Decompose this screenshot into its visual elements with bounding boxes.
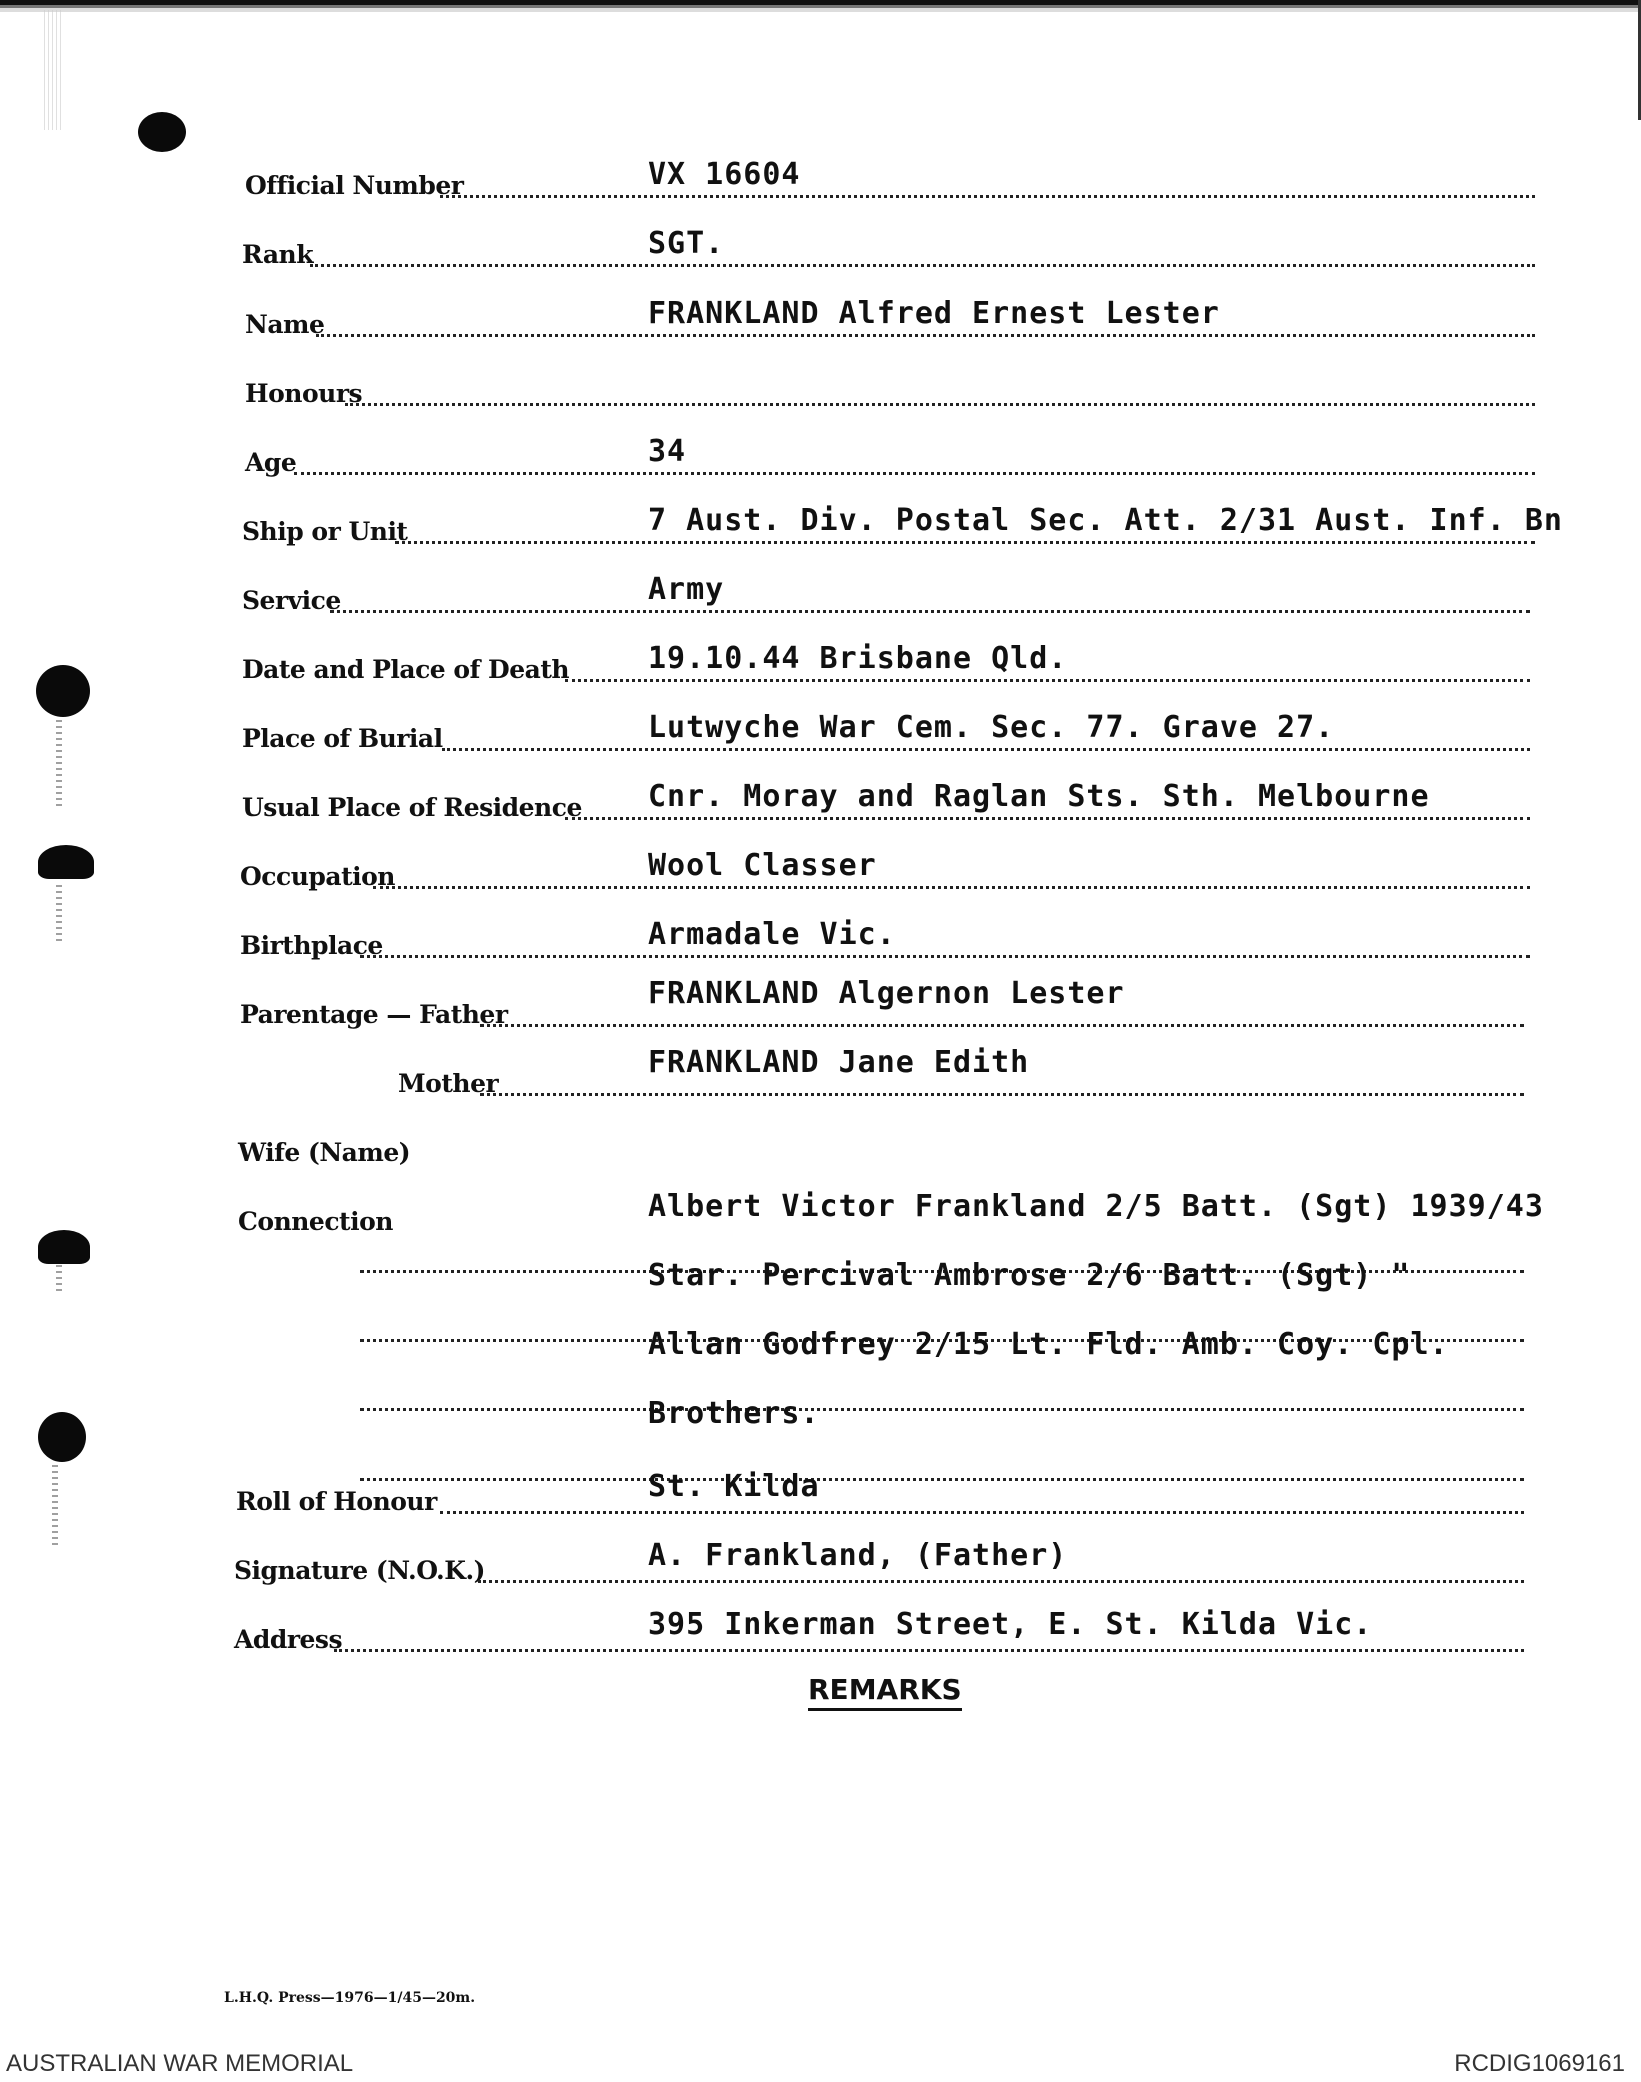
field-official-number — [0, 157, 1641, 204]
field-occupation — [0, 848, 1641, 895]
field-roll-of-honour — [0, 1469, 1641, 1520]
field-value: Albert Victor Frankland 2/5 Batt. (Sgt) 1939/43 — [648, 1189, 1544, 1224]
remarks-heading: REMARKS — [808, 1673, 962, 1711]
field-honours — [0, 379, 1641, 412]
dotted-rule — [360, 1408, 1524, 1411]
dotted-rule — [360, 1478, 1524, 1481]
field-label: Parentage — Father — [240, 1000, 508, 1029]
field-label: Ship or Unit — [242, 517, 408, 546]
field-label: Usual Place of Residence — [242, 793, 582, 822]
scan-edge-left — [44, 10, 62, 130]
field-label: Mother — [398, 1069, 499, 1098]
dotted-rule — [395, 541, 1535, 544]
footer-record-id: RCDIG1069161 — [1454, 2050, 1625, 2077]
dotted-rule — [345, 403, 1535, 406]
dotted-rule — [480, 1093, 1524, 1096]
field-value: Cnr. Moray and Raglan Sts. Sth. Melbourne — [648, 779, 1430, 814]
printer-mark: L.H.Q. Press—1976—1/45—20m. — [224, 1990, 476, 2006]
dotted-rule — [334, 1649, 1524, 1652]
dotted-rule — [310, 264, 1535, 267]
field-label: Date and Place of Death — [242, 655, 570, 684]
scan-edge-top — [0, 0, 1641, 16]
field-label: Signature (N.O.K.) — [234, 1556, 485, 1585]
field-value: St. Kilda — [648, 1469, 820, 1504]
field-value: 19.10.44 Brisbane Qld. — [648, 641, 1068, 676]
field-label: Service — [242, 586, 341, 615]
field-label: Rank — [242, 240, 314, 269]
field-value: Lutwyche War Cem. Sec. 77. Grave 27. — [648, 710, 1335, 745]
field-value: A. Frankland, (Father) — [648, 1538, 1068, 1573]
footer-institution: AUSTRALIAN WAR MEMORIAL — [6, 2050, 354, 2077]
field-value: Star. Percival Ambrose 2/6 Batt. (Sgt) " — [648, 1258, 1411, 1293]
dotted-rule — [330, 610, 1530, 613]
field-birthplace — [0, 917, 1641, 964]
field-value: 395 Inkerman Street, E. St. Kilda Vic. — [648, 1607, 1373, 1642]
field-age — [0, 434, 1641, 481]
field-value: Wool Classer — [648, 848, 877, 883]
field-value: VX 16604 — [648, 157, 801, 192]
field-date-place-of-death — [0, 641, 1641, 688]
field-label: Age — [245, 448, 297, 477]
field-value: 7 Aust. Div. Postal Sec. Att. 2/31 Aust. Inf. Bn — [648, 503, 1563, 538]
field-value: FRANKLAND Alfred Ernest Lester — [648, 296, 1220, 331]
field-label: Birthplace — [240, 931, 383, 960]
field-address — [0, 1607, 1641, 1658]
field-label: Official Number — [245, 171, 464, 200]
field-label: Address — [234, 1625, 343, 1654]
field-value: 34 — [648, 434, 687, 469]
dotted-rule — [316, 334, 1535, 337]
field-value: Armadale Vic. — [648, 917, 896, 952]
dotted-rule — [360, 955, 1530, 958]
field-label: Roll of Honour — [236, 1487, 437, 1516]
field-connection — [0, 1189, 1641, 1240]
dotted-rule — [565, 817, 1530, 820]
field-label: Place of Burial — [242, 724, 443, 753]
field-value: SGT. — [648, 226, 725, 261]
field-value: Brothers. — [648, 1396, 820, 1431]
field-connection-line-2 — [0, 1258, 1641, 1309]
field-service — [0, 572, 1641, 619]
field-value: FRANKLAND Algernon Lester — [648, 976, 1125, 1011]
dotted-rule — [440, 1511, 1524, 1514]
field-value: Allan Godfrey 2/15 Lt. Fld. Amb. Coy. Cpl. — [648, 1327, 1449, 1362]
field-label: Honours — [245, 379, 363, 408]
field-name — [0, 296, 1641, 343]
dotted-rule — [480, 1024, 1524, 1027]
field-label: Name — [245, 310, 325, 339]
dotted-rule — [478, 1580, 1524, 1583]
punch-hole-top — [138, 112, 186, 152]
field-parentage-father — [0, 976, 1641, 1033]
field-value: Army — [648, 572, 725, 607]
field-place-of-burial — [0, 710, 1641, 757]
field-connection-line-3 — [0, 1327, 1641, 1378]
field-wife-name — [0, 1138, 1641, 1171]
dotted-rule — [373, 886, 1530, 889]
field-label: Connection — [238, 1207, 393, 1236]
field-label: Occupation — [240, 862, 395, 891]
dotted-rule — [294, 472, 1535, 475]
field-usual-residence — [0, 779, 1641, 826]
field-ship-or-unit — [0, 503, 1641, 550]
dotted-rule — [565, 679, 1530, 682]
field-parentage-mother — [0, 1045, 1641, 1102]
field-signature-nok — [0, 1538, 1641, 1589]
field-value: FRANKLAND Jane Edith — [648, 1045, 1030, 1080]
field-connection-line-4 — [0, 1396, 1641, 1447]
dotted-rule — [442, 748, 1530, 751]
dotted-rule — [440, 195, 1535, 198]
field-rank — [0, 226, 1641, 273]
field-label: Wife (Name) — [238, 1138, 411, 1167]
